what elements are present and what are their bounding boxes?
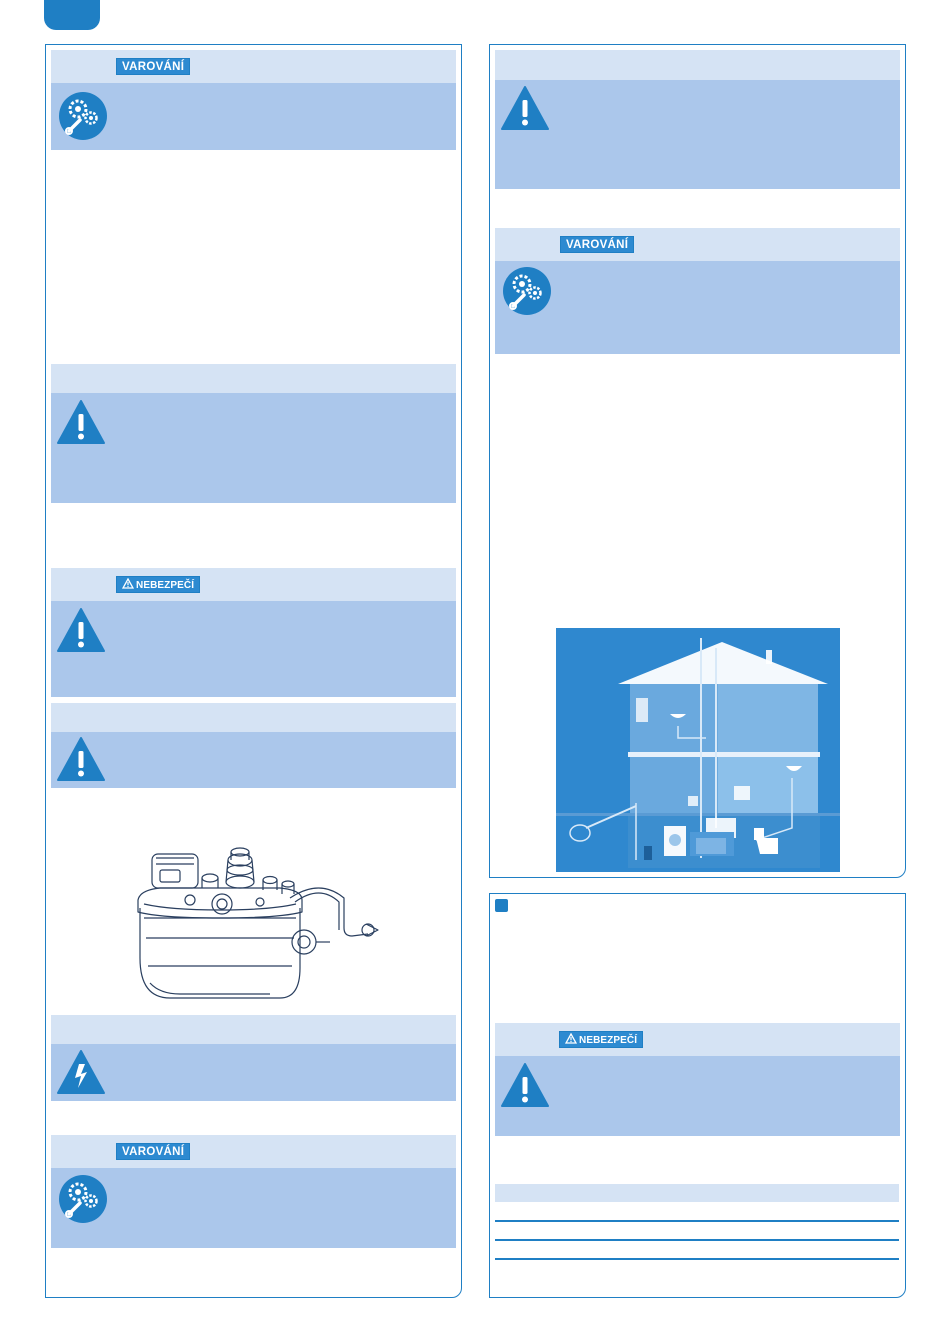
right-warning-panel-header bbox=[495, 228, 900, 261]
warning-badge: VAROVÁNÍ bbox=[116, 1143, 190, 1160]
warning-triangle-icon bbox=[56, 398, 106, 448]
warning-triangle-icon bbox=[500, 1061, 550, 1111]
section-bullet-square bbox=[495, 899, 508, 912]
small-warning-triangle-icon bbox=[565, 1033, 577, 1044]
danger-badge-label: NEBEZPEČÍ bbox=[136, 580, 195, 591]
warning-triangle-icon bbox=[56, 735, 106, 785]
warning-triangle-icon bbox=[500, 84, 550, 134]
warning-triangle-icon bbox=[56, 606, 106, 656]
table-row-divider bbox=[495, 1220, 899, 1222]
right-caution-panel-body bbox=[495, 80, 900, 189]
left-caution-panel-1-body bbox=[51, 393, 456, 503]
left-warning-panel-1-header bbox=[51, 50, 456, 83]
gears-wrench-icon bbox=[58, 91, 108, 141]
left-danger-panel-1-header bbox=[51, 568, 456, 601]
right-danger-panel-header bbox=[495, 1023, 900, 1056]
right-danger-panel-body bbox=[495, 1056, 900, 1136]
warning-badge: VAROVÁNÍ bbox=[116, 58, 190, 75]
table-header-row bbox=[495, 1184, 899, 1202]
gears-wrench-icon bbox=[502, 266, 552, 316]
left-electric-panel-header bbox=[51, 1015, 456, 1044]
small-warning-triangle-icon bbox=[122, 578, 134, 589]
electric-hazard-icon bbox=[56, 1048, 106, 1098]
danger-badge bbox=[116, 576, 200, 593]
pump-unit-illustration bbox=[130, 838, 380, 1008]
right-caution-panel-header bbox=[495, 50, 900, 80]
table-row-divider bbox=[495, 1239, 899, 1241]
warning-badge: VAROVÁNÍ bbox=[560, 236, 634, 253]
left-warning-panel-2-header bbox=[51, 1135, 456, 1168]
page-corner-tab bbox=[44, 0, 100, 30]
left-warning-panel-1-body bbox=[51, 83, 456, 150]
left-caution-panel-1-header bbox=[51, 364, 456, 393]
house-installation-illustration bbox=[556, 628, 840, 872]
left-electric-panel-body bbox=[51, 1044, 456, 1101]
gears-wrench-icon bbox=[58, 1174, 108, 1224]
right-warning-panel-body bbox=[495, 261, 900, 354]
left-caution-panel-2-header bbox=[51, 703, 456, 732]
danger-badge bbox=[559, 1031, 643, 1048]
danger-badge-label: NEBEZPEČÍ bbox=[579, 1035, 638, 1046]
left-caution-panel-2-body bbox=[51, 732, 456, 788]
left-danger-panel-1-body bbox=[51, 601, 456, 697]
left-warning-panel-2-body bbox=[51, 1168, 456, 1248]
table-row-divider bbox=[495, 1258, 899, 1260]
